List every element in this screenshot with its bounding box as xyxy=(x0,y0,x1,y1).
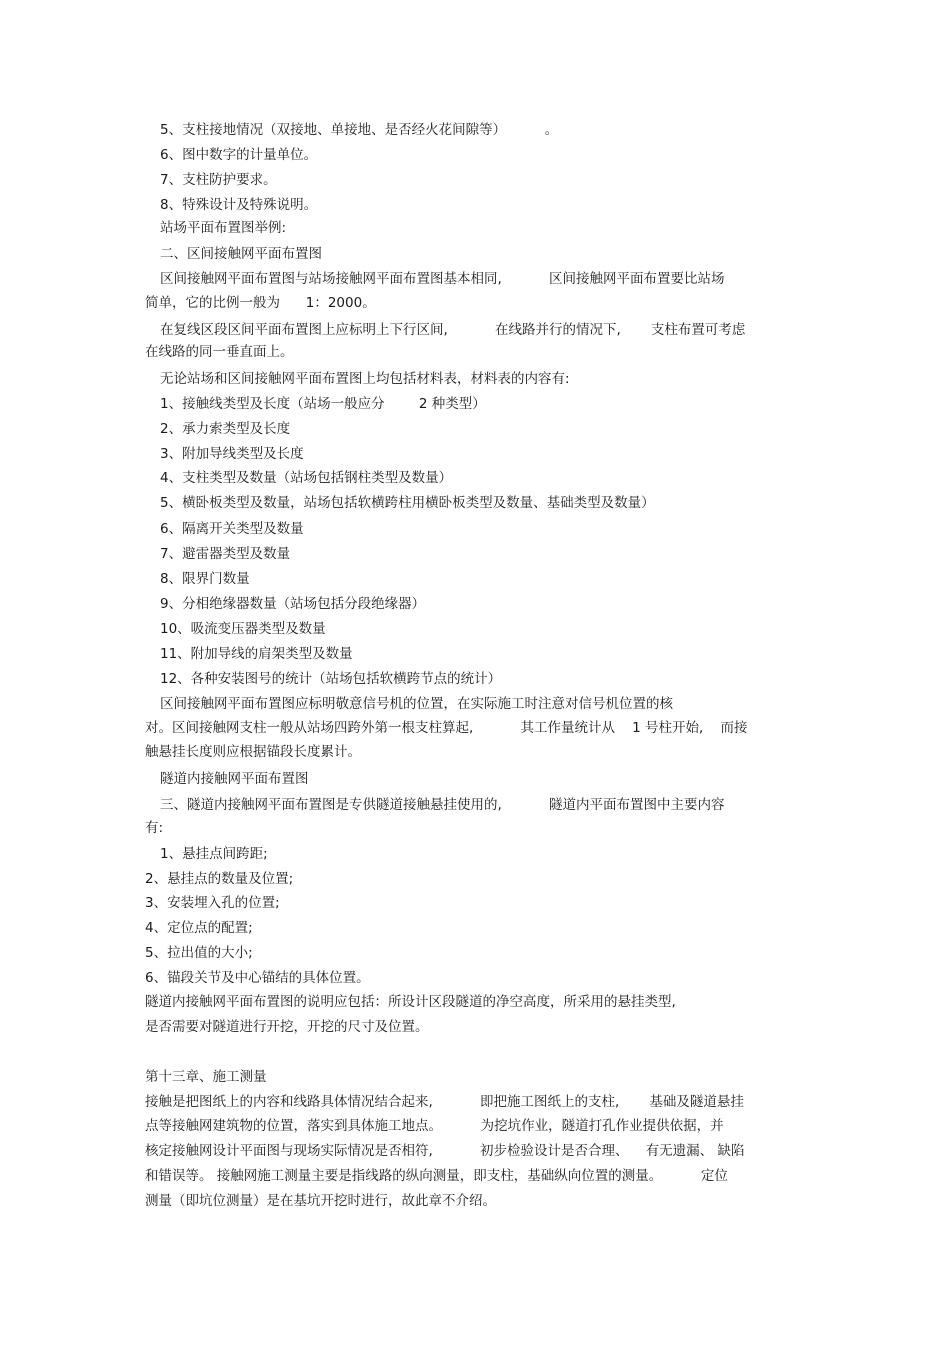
text-line: 站场平面布置图举例: xyxy=(160,220,287,236)
chapter-heading: 第十三章、施工测量 xyxy=(145,1069,267,1085)
text-line: 有: xyxy=(145,820,164,836)
list-item: 2、悬挂点的数量及位置; xyxy=(145,871,294,887)
list-item: 5、横卧板类型及数量，站场包括软横跨柱用横卧板类型及数量、基础类型及数量） xyxy=(160,495,655,511)
text-line: 6、图中数字的计量单位。 xyxy=(160,147,318,163)
list-item: 3、附加导线类型及长度 xyxy=(160,446,304,462)
text-line: 5、支柱接地情况（双接地、单接地、是否经火花间隙等） 。 xyxy=(160,122,559,138)
list-item: 4、支柱类型及数量（站场包括钢柱类型及数量） xyxy=(160,470,453,486)
list-item: 5、拉出值的大小; xyxy=(145,945,253,961)
text-line: 和错误等。 接触网施工测量主要是指线路的纵向测量，即支柱，基础纵向位置的测量。 定位 xyxy=(145,1168,728,1184)
text-line: 简单，它的比例一般为 1：2000。 xyxy=(145,295,376,311)
list-item: 1、接触线类型及长度（站场一般应分 2 种类型） xyxy=(160,396,486,412)
list-item: 6、锚段关节及中心锚结的具体位置。 xyxy=(145,970,370,986)
list-item: 1、悬挂点间跨距; xyxy=(160,846,268,862)
list-item: 11、附加导线的肩架类型及数量 xyxy=(160,646,353,662)
text-line: 对。区间接触网支柱一般从站场四跨外第一根支柱算起, 其工作量统计从 1 号柱开始, 而接 xyxy=(145,720,748,736)
text-line: 是否需要对隧道进行开挖，开挖的尺寸及位置。 xyxy=(145,1019,429,1035)
list-item: 2、承力索类型及长度 xyxy=(160,421,291,437)
section-heading: 二、区间接触网平面布置图 xyxy=(160,246,322,262)
text-line: 8、特殊设计及特殊说明。 xyxy=(160,197,318,213)
text-line: 触悬挂长度则应根据锚段长度累计。 xyxy=(145,744,361,760)
list-item: 12、各种安装图号的统计（站场包括软横跨节点的统计） xyxy=(160,671,502,687)
section-heading: 三、隧道内接触网平面布置图是专供隧道接触悬挂使用的, 隧道内平面布置图中主要内容 xyxy=(160,797,725,813)
list-item: 9、分相绝缘器数量（站场包括分段绝缘器） xyxy=(160,596,426,612)
list-item: 3、安装埋入孔的位置; xyxy=(145,895,280,911)
text-line: 隧道内接触网平面布置图的说明应包括：所设计区段隧道的净空高度，所采用的悬挂类型, xyxy=(145,994,676,1010)
list-item: 8、限界门数量 xyxy=(160,571,250,587)
list-item: 4、定位点的配置; xyxy=(145,920,253,936)
text-line: 在复线区段区间平面布置图上应标明上下行区间, 在线路并行的情况下, 支柱布置可考虑 xyxy=(160,322,746,338)
text-line: 接触是把图纸上的内容和线路具体情况结合起来, 即把施工图纸上的支柱, 基础及隧道悬挂 xyxy=(145,1094,744,1110)
text-line: 核定接触网设计平面图与现场实际情况是否相符, 初步检验设计是否合理、 有无遗漏、 缺陷 xyxy=(145,1143,745,1159)
list-item: 6、隔离开关类型及数量 xyxy=(160,521,304,537)
text-line: 区间接触网平面布置图与站场接触网平面布置图基本相同, 区间接触网平面布置要比站场 xyxy=(160,271,725,287)
text-line: 区间接触网平面布置图应标明敬意信号机的位置，在实际施工时注意对信号机位置的核 xyxy=(160,696,673,712)
section-heading: 隧道内接触网平面布置图 xyxy=(160,771,309,787)
text-line: 7、支柱防护要求。 xyxy=(160,172,277,188)
list-item: 7、避雷器类型及数量 xyxy=(160,546,291,562)
text-line: 点等接触网建筑物的位置，落实到具体施工地点。 为挖坑作业，隧道打孔作业提供依据，并 xyxy=(145,1118,724,1134)
text-line: 测量（即坑位测量）是在基坑开挖时进行，故此章不介绍。 xyxy=(145,1193,496,1209)
text-line: 无论站场和区间接触网平面布置图上均包括材料表，材料表的内容有: xyxy=(160,371,570,387)
text-line: 在线路的同一垂直面上。 xyxy=(145,344,294,360)
list-item: 10、吸流变压器类型及数量 xyxy=(160,621,326,637)
